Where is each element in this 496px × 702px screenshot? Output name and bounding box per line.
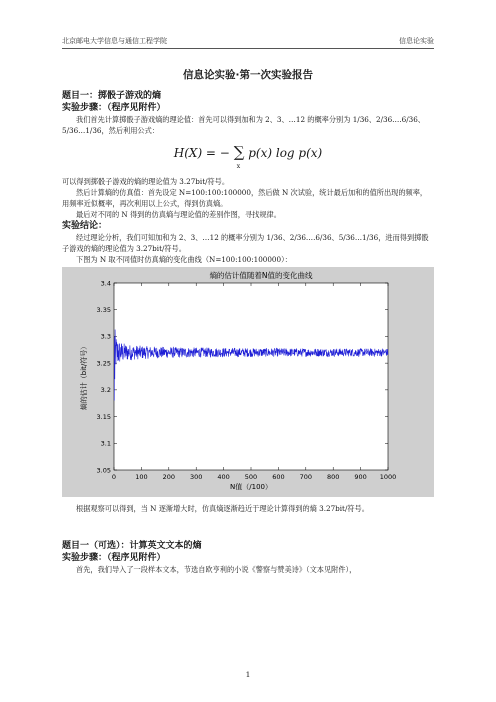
formula-sum	[233, 142, 245, 170]
x-tick-label: 0	[111, 473, 117, 481]
header-course: 信息论实验	[399, 37, 434, 45]
section1-paragraph-5: 经过理论分析，我们可知加和为 2、3、…12 的概率分别为 1/36、2/36….6/36、5/36…1/36，进而得到掷骰子游戏的熵的理论值为 3.27bit/符号。	[62, 233, 429, 253]
y-tick-label: 3.25	[96, 359, 111, 368]
x-tick-label: 500	[244, 473, 258, 481]
section1-paragraph-2: 可以得到掷骰子游戏的熵的理论值为 3.27bit/符号。	[62, 177, 230, 186]
x-tick-label: 400	[217, 473, 230, 481]
formula-rhs: p(x) log p(x)	[248, 146, 323, 160]
section1-paragraph-1: 我们首先计算掷骰子游戏熵的理论值：首先可以得到加和为 2、3、…12 的概率分别为 1/36、2/36….6/36、5/36…1/36，然后利用公式：	[62, 115, 425, 135]
section1-steps-label: 实验步骤：（程序见附件）	[62, 103, 166, 113]
x-tick-label: 900	[354, 473, 367, 481]
x-tick-label: 200	[162, 473, 176, 481]
entropy-chart-figure	[62, 267, 434, 497]
formula-lhs: H(X) = −	[173, 146, 230, 160]
header-institution: 北京邮电大学信息与通信工程学院	[62, 37, 167, 45]
x-tick-label: 800	[326, 473, 340, 481]
section1-paragraph-7: 根据观察可以得到，当 N 逐渐增大时，仿真熵逐渐趋近于理论计算得到的熵 3.27bit/符号。	[76, 504, 369, 513]
formula-sum-subscript: x	[236, 163, 241, 170]
x-tick-label: 100	[135, 473, 148, 481]
formula-sum-symbol: ∑	[233, 143, 245, 161]
y-axis-label: 熵的估计（bit/符号）	[80, 342, 88, 411]
entropy-chart	[62, 267, 434, 497]
document-body	[62, 62, 434, 575]
page-header	[62, 34, 434, 49]
entropy-formula	[62, 136, 434, 176]
section1-paragraph-3: 然后计算熵的仿真值：首先设定 N=100:100:100000，然后做 N 次试验，统计最后加和的值所出现的频率，用频率近似概率，再次利用以上公式，得到仿真熵。	[62, 188, 428, 208]
section2-title: 题目一（可选）：计算英文文本的熵	[62, 541, 202, 551]
x-tick-label: 300	[189, 473, 203, 481]
section2-steps-label: 实验步骤：（程序见附件）	[62, 553, 166, 563]
y-tick-label: 3.35	[96, 306, 111, 315]
report-title: 信息论实验·第一次实验报告	[183, 69, 313, 81]
x-tick-label: 1000	[379, 473, 397, 481]
y-tick-label: 3.1	[100, 439, 111, 448]
x-axis-label: N值（/100）	[230, 483, 272, 491]
section2-paragraph-1: 首先，我们导入了一段样本文本，节选自欧亨利的小说《警察与赞美诗》（文本见附件），	[76, 565, 357, 574]
x-tick-label: 700	[299, 473, 313, 481]
section1-paragraph-4: 最后对不同的 N 得到的仿真熵与理论值的差别作图，寻找规律。	[76, 210, 281, 219]
y-tick-label: 3.15	[96, 412, 111, 421]
x-tick-label: 600	[272, 473, 285, 481]
y-tick-label: 3.2	[100, 386, 111, 395]
page-number: 1	[245, 670, 251, 679]
y-tick-label: 3.3	[100, 332, 111, 341]
y-tick-label: 3.4	[100, 279, 111, 288]
y-tick-label: 3.05	[96, 466, 111, 475]
section1-conclusion-label: 实验结论：	[62, 221, 108, 231]
chart-title: 熵的估计值随着N值的变化曲线	[209, 271, 313, 280]
section1-title: 题目一：掷骰子游戏的熵	[62, 91, 162, 101]
section1-paragraph-6: 下图为 N 取不同值时仿真熵的变化曲线（N=100:100:100000）：	[76, 255, 292, 264]
plot-area	[114, 283, 388, 470]
